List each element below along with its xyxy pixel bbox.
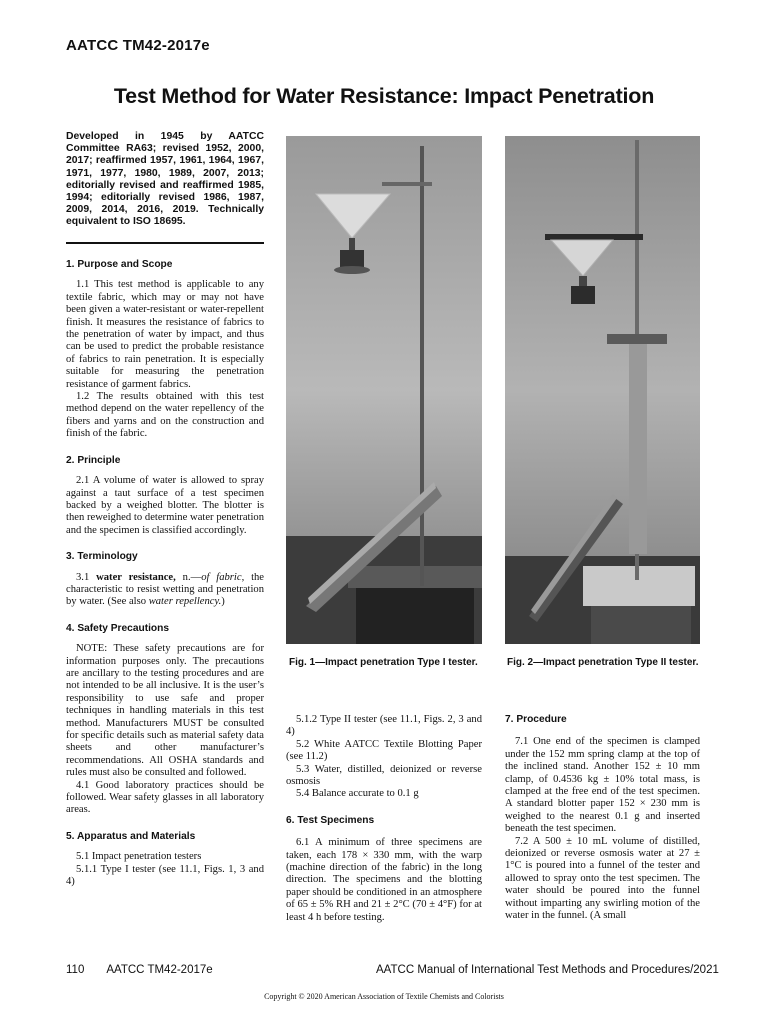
footer-left (66, 964, 213, 976)
section-heading: 3. Terminology (66, 551, 138, 563)
figure-2-photo (505, 136, 700, 644)
figure-2-caption: Fig. 2—Impact penetration Type II tester. (507, 657, 699, 668)
paragraph: 5.2 White AATCC Textile Blotting Paper (see 11.2) (286, 738, 482, 763)
page-number: 110 (66, 964, 85, 976)
paragraph: 2.1 A volume of water is allowed to spray against a taut surface of a test specimen backed by a weighed blotter. The blotter is then reweighed to determine water penetration and the specimen is classified accordingly. (66, 475, 264, 536)
term-number: 3.1 (76, 571, 90, 583)
section-heading: 4. Safety Precautions (66, 622, 170, 634)
paragraph: 5.3 Water, distilled, deionized or reverse osmosis (286, 763, 482, 788)
paragraph: 4.1 Good laboratory practices should be followed. Wear safety glasses in all laboratory areas. (66, 779, 264, 816)
middle-column (286, 714, 482, 924)
page-title: Test Method for Water Resistance: Impact Penetration (113, 84, 655, 108)
running-header: AATCC TM42-2017e (66, 37, 210, 54)
section-heading: 2. Principle (66, 454, 121, 466)
section-heading: 6. Test Specimens (286, 814, 375, 826)
term-pos: n.— (182, 571, 202, 583)
history-note: Developed in 1945 by AATCC Committee RA63; revised 1952, 2000, 2017; reaffirmed 1957, 1961, 1964, 1967, 1971, 1977, 1980, 1989, 2007, 2013; editorially revised and reaffirmed 1985, 1994; editorially revised 1986, 1987, 2009, 2014, 2016, 2019. Technically equivalent to ISO 18695. (66, 131, 264, 228)
figure-1-photo (286, 136, 482, 644)
type-1-tester-image (286, 136, 482, 644)
footer-manual: AATCC Manual of International Test Methods and Procedures/2021 (376, 964, 719, 976)
paragraph: NOTE: These safety precautions are for information purposes only. The precautions are ancillary to the testing procedures and are not intended to be all inclusive. It is the user’s responsibility to use safe and proper techniques in handling materials in this test method. Manufacturers MUST be consulted for specific details such as material safety data sheets and other manufacturer’s recommendations. All OSHA standards and rules must also be consulted and followed. (66, 643, 264, 779)
figure-1-caption: Fig. 1—Impact penetration Type I tester. (289, 657, 478, 668)
term-see-also: water repellency. (148, 596, 222, 608)
paragraph-terminology (66, 572, 264, 609)
paragraph: 5.1 Impact penetration testers (76, 851, 202, 863)
section-heading: 1. Purpose and Scope (66, 259, 173, 270)
term-qualifier: of fabric, (201, 571, 245, 583)
paragraph: 1.1 This test method is applicable to any textile fabric, which may or may not have been given a water-resistant or water-repellent finish. It measures the resistance of fabrics to the penetration of water by impact, and thus can be used to predict the probable resistance of fabrics to rain penetration. It is especially suitable for measuring the penetration resistance of garment fabrics. (66, 279, 264, 390)
section-heading: 7. Procedure (505, 714, 567, 725)
term-definition: the characteristic to resist wetting and penetration by water. (See also (66, 571, 265, 608)
paragraph: 5.1.1 Type I tester (see 11.1, Figs. 1, 3 and 4) (66, 863, 264, 888)
footer-doc-id: AATCC TM42-2017e (106, 964, 213, 976)
paragraph: 7.1 One end of the specimen is clamped under the 152 mm spring clamp at the top of the inclined stand. Another 152 ± 10 mm clamp, of 0.4536 kg ± 10% total mass, is clamped at the free end of the test specimen. A standard blotter paper 152 × 230 mm is weighed to the nearest 0.1 g and inserted beneath the test specimen. (505, 736, 700, 835)
left-column (66, 259, 264, 888)
right-column (505, 714, 700, 923)
paragraph: 7.2 A 500 ± 10 mL volume of distilled, deionized or reverse osmosis water at 27 ± 1°C is poured into a funnel of the tester and allowed to spray onto the test specimen. The water should be poured into the funnel without imparting any swirling motion of the water in the funnel. (A small (505, 835, 700, 922)
term: water resistance, (96, 571, 176, 583)
copyright-notice: Copyright © 2020 American Association of Textile Chemists and Colorists (264, 992, 504, 1001)
paragraph: 6.1 A minimum of three specimens are taken, each 178 × 330 mm, with the warp (machine direction of the fabric) in the long direction. The specimens and the blotting paper should be conditioned in an atmosphere of 65 ± 5% RH and 21 ± 2°C (70 ± 4°F) for at least 4 h before testing. (286, 837, 482, 923)
paragraph: 5.4 Balance accurate to 0.1 g (296, 788, 419, 800)
term-close: ) (221, 596, 225, 608)
section-divider (66, 242, 264, 244)
type-2-tester-image (505, 136, 700, 644)
paragraph: 1.2 The results obtained with this test method depend on the water repellency of the fibers and yarns and on the construction and finish of the fabric. (66, 391, 264, 440)
paragraph: 5.1.2 Type II tester (see 11.1, Figs. 2, 3 and 4) (286, 714, 482, 738)
section-heading: 5. Apparatus and Materials (66, 830, 196, 842)
